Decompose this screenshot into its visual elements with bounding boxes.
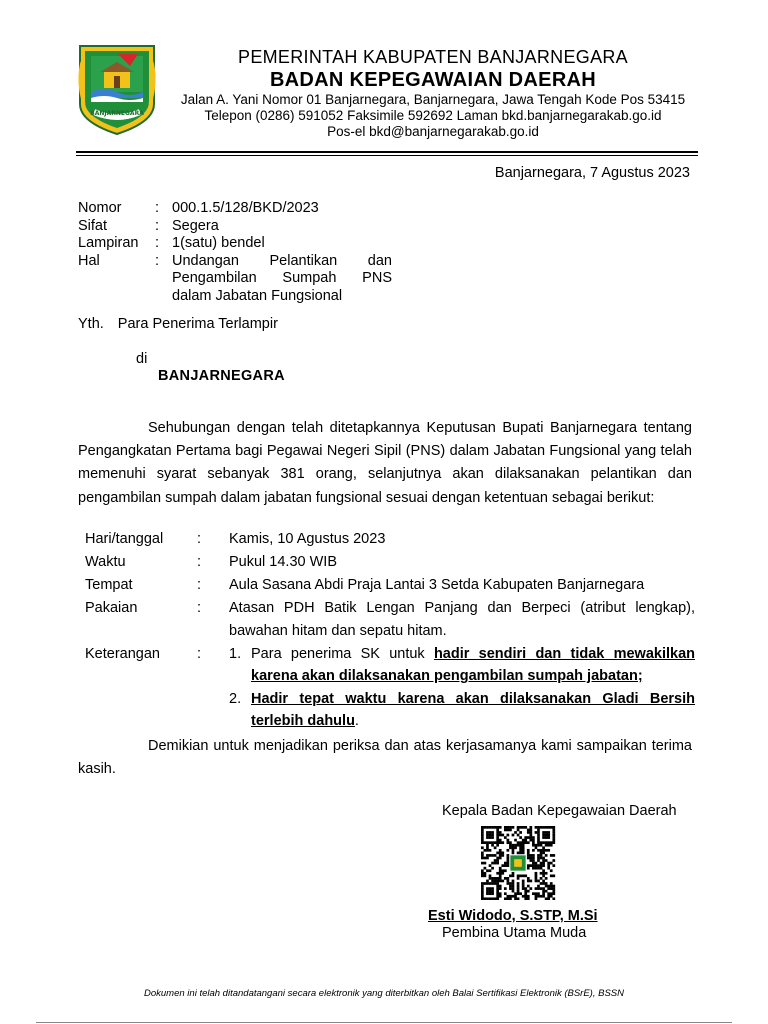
- letter-date: Banjarnegara, 7 Agustus 2023: [494, 165, 690, 181]
- colon: :: [197, 577, 202, 593]
- meta-hal-cont: [78, 288, 392, 306]
- detail-pakaian: [85, 597, 695, 642]
- signatory-title: Kepala Badan Kepegawaian Daerah: [442, 803, 677, 819]
- hal-line-3: dalam Jabatan Fungsional: [172, 287, 343, 304]
- recipient-city: BANJARNEGARA: [158, 368, 285, 384]
- nomor-value: 000.1.5/128/BKD/2023: [172, 200, 319, 216]
- lampiran-label: Lampiran: [78, 235, 139, 251]
- waktu-label: Waktu: [85, 554, 126, 570]
- note-text: [251, 643, 695, 688]
- detail-keterangan: [85, 643, 695, 733]
- letterhead-divider-thick: [76, 151, 698, 153]
- signatory-rank: Pembina Utama Muda: [442, 925, 587, 941]
- lampiran-value: 1(satu) bendel: [172, 235, 265, 251]
- note-number: 1.: [229, 645, 242, 662]
- colon: :: [197, 531, 202, 547]
- waktu-value: Pukul 14.30 WIB: [229, 554, 337, 570]
- note-plain-text: Para penerima SK untuk: [251, 645, 434, 662]
- pakaian-label: Pakaian: [85, 600, 138, 616]
- detail-hari: [85, 528, 695, 551]
- note-end: .: [354, 713, 359, 729]
- sifat-value: Segera: [172, 217, 219, 234]
- signatory-name: Esti Widodo, S.STP, M.Si: [428, 908, 598, 924]
- meta-sifat: [78, 218, 392, 236]
- meta-lampiran: [78, 235, 392, 253]
- note-emphasis: hadir sendiri dan tidak mewakilkan karena akan dilaksanakan pengambilan sumpah jabatan;: [251, 645, 695, 684]
- meta-hal: [78, 253, 392, 271]
- sifat-label: Sifat: [78, 217, 108, 234]
- opening-paragraph: Sehubungan dengan telah ditetapkannya Keputusan Bupati Banjarnegara tentang Pengangkatan Pertama bagi Pegawai Negeri Sipil (PNS) dalam Jabatan Fungsional yang telah memenuhi syarat sebanyak 381 orang, selanjutnya akan dilaksanakan pelantikan dan pengambilan sumpah dalam jabatan fungsional sesuai dengan ketentuan sebagai berikut:: [78, 420, 692, 506]
- colon: :: [197, 600, 202, 616]
- letterhead-divider-thin: [76, 155, 698, 156]
- hari-label: Hari/tanggal: [85, 531, 164, 547]
- recipient-name: Para Penerima Terlampir: [117, 316, 278, 332]
- letterhead: [162, 46, 704, 140]
- footer-divider: [36, 1022, 732, 1023]
- recipient-line: [78, 316, 278, 332]
- pakaian-value: Atasan PDH Batik Lengan Panjang dan Berpeci (atribut lengkap), bawahan hitam dan sepatu hitam.: [229, 600, 695, 639]
- qr-code-icon: [474, 826, 562, 900]
- note-item: [229, 688, 695, 733]
- hal-line-1: Undangan Pelantikan dan: [172, 252, 392, 269]
- agency-contact: Telepon (0286) 591052 Faksimile 592692 Laman bkd.banjarnegarakab.go.id: [204, 108, 662, 123]
- recipient-di: di: [136, 351, 148, 367]
- hari-value: Kamis, 10 Agustus 2023: [229, 531, 386, 547]
- emblem-text: BANJARNEGARA: [90, 110, 144, 117]
- colon: :: [155, 235, 160, 251]
- note-emphasis: Hadir tepat waktu karena akan dilaksanakan Gladi Bersih terlebih dahulu: [251, 690, 695, 729]
- closing-paragraph: Demikian untuk menjadikan periksa dan atas kerjasamanya kami sampaikan terima kasih.: [78, 738, 692, 778]
- agency-email: Pos-el bkd@banjarnegarakab.go.id: [327, 124, 539, 139]
- hal-label: Hal: [78, 252, 100, 269]
- meta-hal-cont: [78, 270, 392, 288]
- agency-address: Jalan A. Yani Nomor 01 Banjarnegara, Banjarnegara, Jawa Tengah Kode Pos 53415: [180, 92, 686, 107]
- colon: :: [197, 554, 202, 570]
- government-name: PEMERINTAH KABUPATEN BANJARNEGARA: [238, 47, 628, 67]
- regency-emblem-icon: [74, 42, 160, 136]
- keterangan-notes: [229, 643, 695, 733]
- e-signature-footer: Dokumen ini telah ditandatangani secara elektronik yang diterbitkan oleh Balai Sertifikasi Elektronik (BSrE), BSSN: [144, 988, 624, 999]
- tempat-value: Aula Sasana Abdi Praja Lantai 3 Setda Kabupaten Banjarnegara: [229, 577, 645, 593]
- colon: :: [155, 217, 160, 234]
- note-number: 2.: [229, 690, 242, 707]
- yth-label: Yth.: [78, 316, 104, 332]
- colon: :: [155, 252, 160, 269]
- note-text: [251, 688, 695, 733]
- tempat-label: Tempat: [85, 577, 133, 593]
- keterangan-label: Keterangan: [85, 645, 160, 662]
- hal-line-2: Pengambilan Sumpah PNS: [172, 270, 392, 286]
- agency-name: BADAN KEPEGAWAIAN DAERAH: [269, 69, 597, 91]
- detail-tempat: [85, 574, 695, 597]
- nomor-label: Nomor: [78, 200, 122, 216]
- meta-nomor: [78, 200, 392, 218]
- event-details: [85, 528, 695, 733]
- colon: :: [197, 645, 202, 662]
- note-item: [229, 643, 695, 688]
- detail-waktu: [85, 551, 695, 574]
- colon: :: [155, 200, 160, 216]
- letter-meta: [78, 200, 392, 305]
